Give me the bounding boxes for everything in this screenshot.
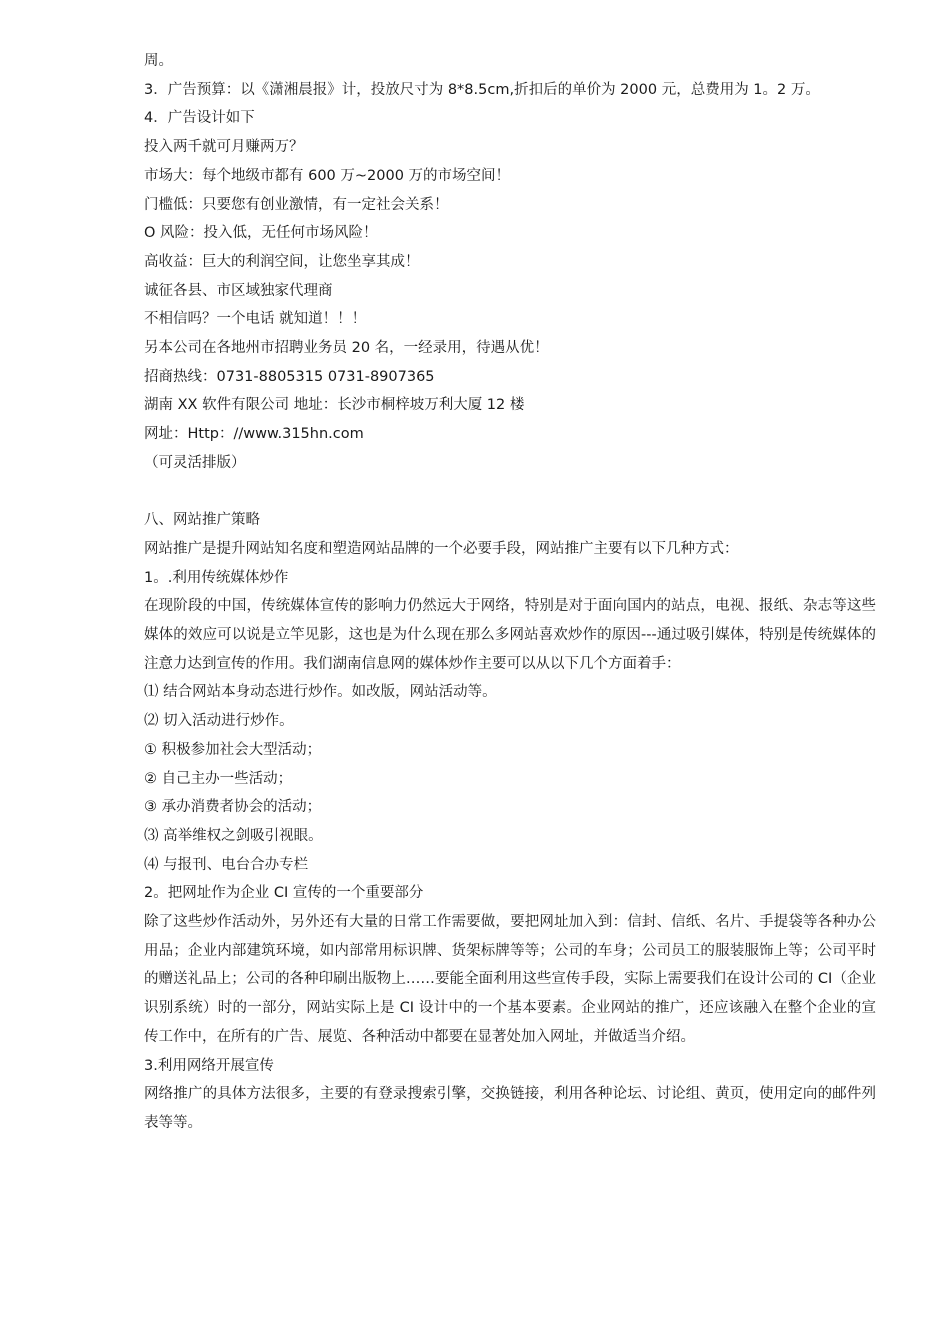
list-item: ⑴ 结合网站本身动态进行炒作。如改版，网站活动等。 [144,684,497,701]
text-line: 4．广告设计如下 [144,110,255,127]
paragraph: 在现阶段的中国，传统媒体宣传的影响力仍然远大于网络，特别是对于面向国内的站点，电视、报纸、杂志等这些媒体的效应可以说是立竿见影，这也是为什么现在那么多网站喜欢炒作的原因---通过吸引媒体，特别是传统媒体的注意力达到宣传的作用。我们湖南信息网的媒体炒作主要可以从以下几个方面着手： [144,598,876,672]
text-line: 另本公司在各地州市招聘业务员 20 名，一经录用，待遇从优！ [144,340,549,357]
list-item: ② 自己主办一些活动； [144,770,293,787]
text-line: 网址：Http：//www.315hn.com [144,426,364,443]
document-page [144,47,876,1138]
section-intro: 网站推广是提升网站知名度和塑造网站品牌的一个必要手段，网站推广主要有以下几种方式： [144,540,739,557]
text-line: 湖南 XX 软件有限公司 地址：长沙市桐梓坡万利大厦 12 楼 [144,397,525,414]
item-title: 3.利用网络开展宣传 [144,1057,274,1074]
list-item: ⑷ 与报刊、电台合办专栏 [144,856,309,873]
list-item: ③ 承办消费者协会的活动； [144,799,322,816]
text-line: （可灵活排版） [144,454,246,471]
item-title: 2。把网址作为企业 CI 宣传的一个重要部分 [144,885,424,902]
text-line: 门槛低：只要您有创业激情，有一定社会关系！ [144,196,449,213]
list-item: ① 积极参加社会大型活动； [144,741,322,758]
paragraph: 网络推广的具体方法很多，主要的有登录搜索引擎，交换链接，利用各种论坛、讨论组、黄页，使用定向的邮件列表等等。 [144,1086,876,1131]
text-line: 不相信吗？一个电话 就知道！！！ [144,311,367,328]
list-item: ⑶ 高举维权之剑吸引视眼。 [144,827,323,844]
text-line: 市场大：每个地级市都有 600 万~2000 万的市场空间！ [144,167,511,184]
section-heading: 八、网站推广策略 [144,512,260,529]
item-title: 1。.利用传统媒体炒作 [144,569,289,586]
text-line: O 风险：投入低，无任何市场风险！ [144,225,378,242]
text-line: 诚征各县、市区域独家代理商 [144,282,333,299]
text-line: 投入两千就可月赚两万？ [144,139,304,156]
text-line: 招商热线：0731-8805315 0731-8907365 [144,368,435,385]
text-line: 3．广告预算：以《潇湘晨报》计，投放尺寸为 8*8.5cm,折扣后的单价为 2000 元，总费用为 1。2 万。 [144,81,820,98]
paragraph: 除了这些炒作活动外，另外还有大量的日常工作需要做，要把网址加入到：信封、信纸、名片、手提袋等各种办公用品；企业内部建筑环境，如内部常用标识牌、货架标牌等等；公司的车身；公司员工的服装服饰上等；公司平时的赠送礼品上；公司的各种印刷出版物上……要能全面利用这些宣传手段，实际上需要我们在设计公司的 CI（企业识别系统）时的一部分，网站实际上是 CI 设计中的一个基本要素。企业网站的推广，还应该融入在整个企业的宣传工作中，在所有的广告、展览、各种活动中都要在显著处加入网址，并做适当介绍。 [144,914,876,1045]
list-item: ⑵ 切入活动进行炒作。 [144,713,294,730]
text-line: 高收益：巨大的利润空间，让您坐享其成！ [144,253,420,270]
blank-line [144,478,876,507]
text-line: 周。 [144,53,173,69]
